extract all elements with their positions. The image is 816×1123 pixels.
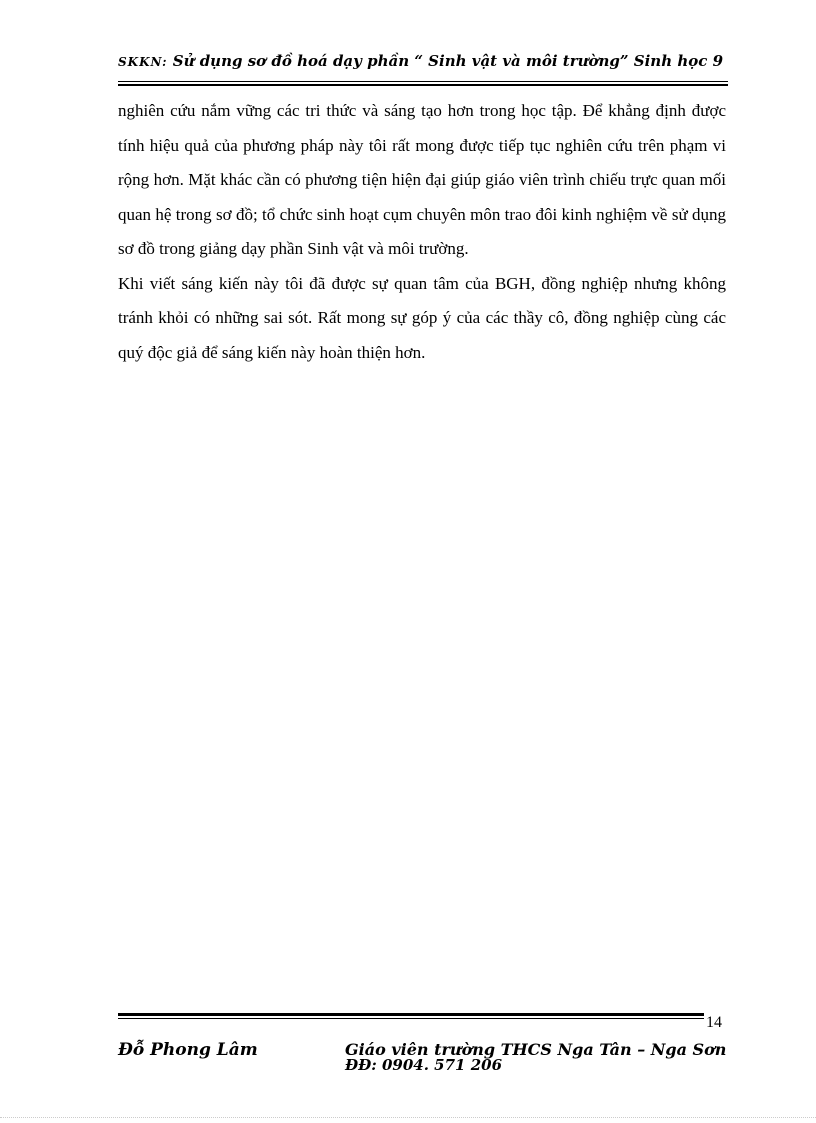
footer-divider [118, 1018, 704, 1019]
page-header [118, 52, 724, 70]
paragraph: nghiên cứu nắm vững các tri thức và sáng tạo hơn trong học tập. Để khẳng định được tính hiệu quả của phương pháp này tôi rất mong được tiếp tục nghiên cứu trên phạm vi rộng hơn. Mặt khác cần có phương tiện hiện đại giúp giáo viên trình chiếu trực quan mối quan hệ trong sơ đồ; tổ chức sinh hoạt cụm chuyên môn trao đôi kinh nghiệm về sử dụng sơ đồ trong giảng dạy phần Sinh vật và môi trường. [118, 101, 726, 258]
teacher-info: Giáo viên trường THCS Nga Tân – Nga Sơn [345, 1040, 727, 1059]
paragraph: Khi viết sáng kiến này tôi đã được sự quan tâm của BGH, đồng nghiệp nhưng không tránh khỏi có những sai sót. Rất mong sự góp ý của các thầy cô, đồng nghiệp cùng các quý độc giả để sáng kiến này hoàn thiện hơn. [118, 273, 726, 362]
page-number: 14 [706, 1014, 722, 1031]
document-body [118, 94, 726, 370]
header-title: Sử dụng sơ đồ hoá dạy phần “ Sinh vật và môi trường” Sinh học 9 [172, 52, 724, 70]
header-divider-thick [118, 84, 728, 86]
header-prefix: SKKN: [118, 55, 168, 69]
page-bottom-border [0, 1117, 816, 1118]
header-divider [118, 81, 728, 82]
footer-divider-thick [118, 1013, 704, 1016]
author-name: Đỗ Phong Lâm [118, 1040, 258, 1060]
phone-number: ĐĐ: 0904. 571 206 [345, 1056, 503, 1074]
